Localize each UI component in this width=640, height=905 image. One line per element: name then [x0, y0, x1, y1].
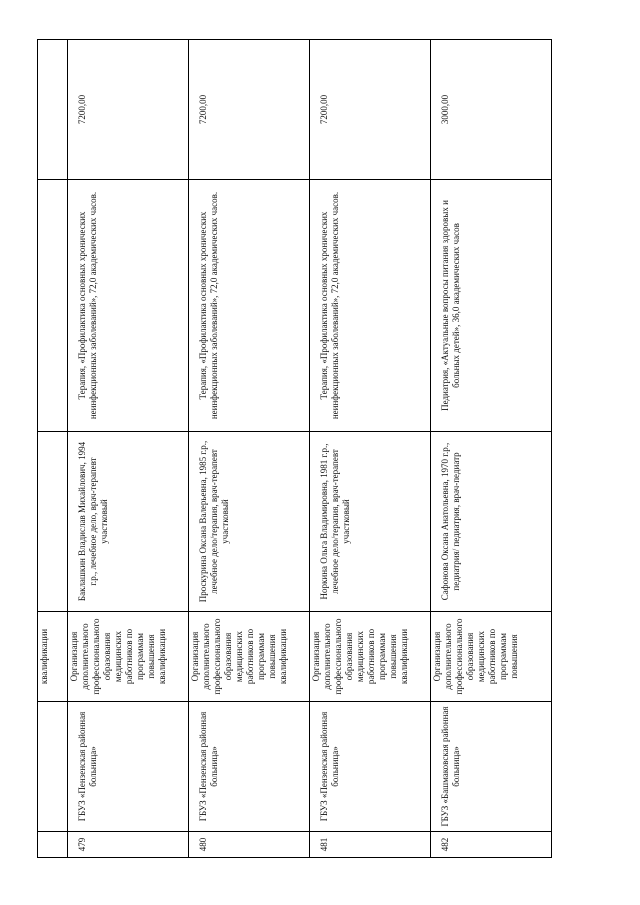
- cell-course: [38, 180, 68, 432]
- program-text: Организация дополнительного профессионального образования медицинских работников по программам повышения квалификации: [190, 618, 288, 695]
- course-text: Терапия, «Профилактика основных хронических неинфекционных заболеваний», 72,0 академических часов.: [77, 191, 98, 420]
- organization-cell: [189, 702, 310, 832]
- price-cell: [68, 40, 189, 180]
- course-cell: [68, 180, 189, 432]
- row-number-text: 481: [319, 837, 329, 852]
- employee-cell: [431, 432, 552, 612]
- organization-text: ГБУЗ «Башмаковская районная больница»: [440, 706, 461, 827]
- employee-text: Баклашкин Владислав Михайлович, 1994 г.р., лечебное дело, врач-терапевт участковый: [77, 441, 109, 602]
- program-text: Организация дополнительного профессионального образования медицинских работников по программам повышения: [432, 618, 519, 695]
- employee-cell: [310, 432, 431, 612]
- employee-cell: [68, 432, 189, 612]
- course-cell: [189, 180, 310, 432]
- program-cell: [310, 612, 431, 702]
- organization-cell: [68, 702, 189, 832]
- table-row: [310, 40, 431, 858]
- cell-employee: [38, 432, 68, 612]
- program-cell: [431, 612, 552, 702]
- price-text: 7200,00: [319, 94, 329, 125]
- row-number: [310, 832, 431, 858]
- continuation-row: [38, 40, 68, 858]
- row-number: [68, 832, 189, 858]
- program-cell: [189, 612, 310, 702]
- course-text: Педиатрия, «Актуальные вопросы питания здоровых и больных детей», 36,0 академических часов: [440, 200, 461, 411]
- table-row: [189, 40, 310, 858]
- course-cell: [431, 180, 552, 432]
- organization-text: ГБУЗ «Пензенская районная больница»: [319, 711, 340, 822]
- program-text: Организация дополнительного профессионального образования медицинских работников по программам повышения квалификации: [69, 618, 167, 695]
- table-row: [68, 40, 189, 858]
- organization-cell: [431, 702, 552, 832]
- employee-cell: [189, 432, 310, 612]
- cell-num: [38, 832, 68, 858]
- employee-text: Норкина Ольга Владимировна, 1981 г.р., лечебное дело/терапия, врач-терапевт участковый: [319, 443, 351, 600]
- employee-text: Сафонова Оксана Анатольевна, 1970 г.р., педиатрия/ педиатрия, врач-педиатр: [440, 442, 461, 601]
- course-text: Терапия, «Профилактика основных хронических неинфекционных заболеваний», 72,0 академических часов.: [198, 191, 219, 420]
- row-number-text: 480: [198, 837, 208, 852]
- program-cell: [68, 612, 189, 702]
- records-table: [37, 39, 552, 858]
- row-number-text: 482: [440, 837, 450, 852]
- price-cell: [310, 40, 431, 180]
- price-cell: [189, 40, 310, 180]
- program-text: Организация дополнительного профессионального образования медицинских работников по программам повышения квалификации: [311, 618, 409, 695]
- table-row: [431, 40, 552, 858]
- row-number: [431, 832, 552, 858]
- price-text: 7200,00: [77, 94, 87, 125]
- organization-text: ГБУЗ «Пензенская районная больница»: [198, 711, 219, 822]
- organization-text: ГБУЗ «Пензенская районная больница»: [77, 711, 98, 822]
- course-text: Терапия, «Профилактика основных хронических неинфекционных заболеваний», 72,0 академических часов.: [319, 191, 340, 420]
- cell-program: квалификации: [38, 612, 68, 702]
- row-number-text: 479: [77, 837, 87, 852]
- organization-cell: [310, 702, 431, 832]
- employee-text: Проскурина Оксана Валерьевна, 1985 г.р., лечебное дело/терапия, врач-терапевт участковый: [198, 440, 230, 603]
- course-cell: [310, 180, 431, 432]
- cell-price: [38, 40, 68, 180]
- price-text: 3000,00: [440, 94, 450, 125]
- cell-org: [38, 702, 68, 832]
- price-cell: [431, 40, 552, 180]
- price-text: 7200,00: [198, 94, 208, 125]
- row-number: [189, 832, 310, 858]
